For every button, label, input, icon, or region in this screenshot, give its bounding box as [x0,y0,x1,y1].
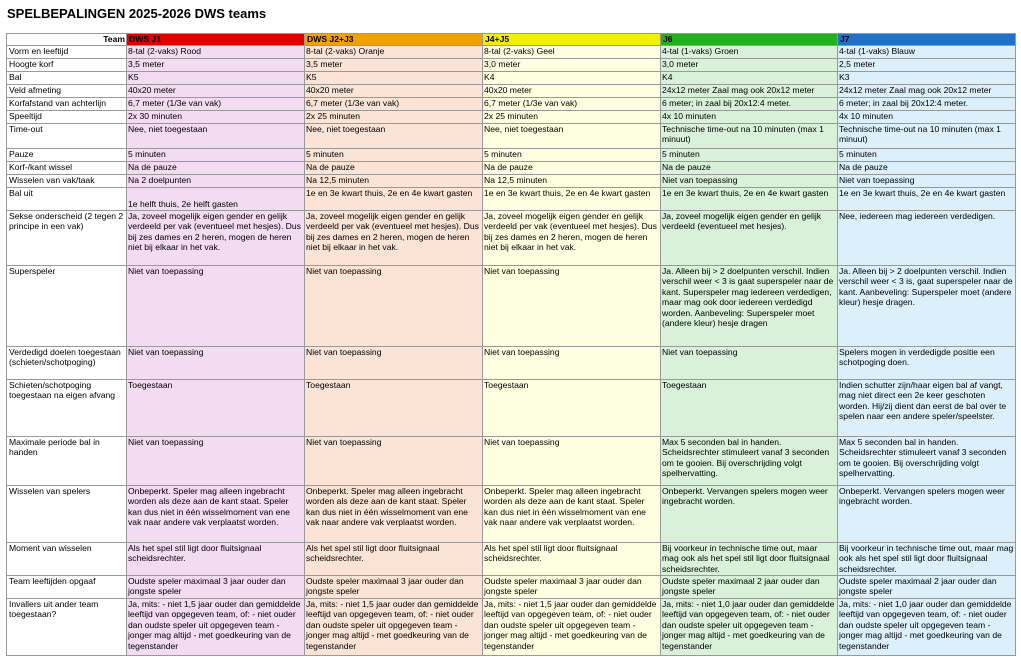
header-row [7,34,1016,46]
row-label: Korf-/kant wissel [7,161,127,174]
table-cell: Na de pauze [661,161,838,174]
table-cell: 2x 30 minuten [127,110,305,123]
table-cell: Indien schutter zijn/haar eigen bal af vangt, mag niet direct een 2e keer geschoten worden. Hij/zij dient dan eerst de bal over te spelen naar een andere speler/speelster. [838,379,1016,436]
table-cell: Nee, niet toegestaan [127,123,305,148]
table-cell: 1e en 3e kwart thuis, 2e en 4e kwart gasten [838,187,1016,210]
page-title: SPELBEPALINGEN 2025-2026 DWS teams [7,6,267,21]
table-row [7,346,1016,379]
table-cell: Als het spel stil ligt door fluitsignaal scheidsrechter. [127,542,305,575]
row-label: Speeltijd [7,110,127,123]
row-label: Bal uit [7,187,127,210]
table-cell: Niet van toepassing [483,265,661,346]
table-cell: 5 minuten [127,148,305,161]
table-cell: Niet van toepassing [305,346,483,379]
table-body [7,45,1016,655]
table-cell: 1e helft thuis, 2e helft gasten [127,187,305,210]
table-cell: Nee, niet toegestaan [483,123,661,148]
table-row [7,110,1016,123]
table-row [7,148,1016,161]
table-cell: Onbeperkt. Speler mag alleen ingebracht worden als deze aan de kant staat. Speler kan dus niet in één wisselmoment van ene vak naar andere vak verplaatst worden. [305,485,483,542]
table-cell: 3,0 meter [483,58,661,71]
table-cell: 4x 10 minuten [838,110,1016,123]
table-cell: K4 [661,71,838,84]
table-cell: Spelers mogen in verdedigde positie een schotpoging doen. [838,346,1016,379]
table-cell: Na 12,5 minuten [305,174,483,187]
table-cell: Niet van toepassing [127,265,305,346]
table-cell: Ja, mits: - niet 1,0 jaar ouder dan gemiddelde leeftijd van opgegeven team, of: - niet ouder dan oudste speler uit opgegeven team -jonger mag altijd - met goedkeuring van de tegenstander [838,598,1016,655]
row-label: Moment van wisselen [7,542,127,575]
table-cell: 6,7 meter (1/3e van vak) [127,97,305,110]
table-cell: Niet van toepassing [305,265,483,346]
table-cell: 4-tal (1-vaks) Groen [661,45,838,58]
table-cell: 40x20 meter [305,84,483,97]
row-label: Veld afmeting [7,84,127,97]
table-cell: Ja, mits: - niet 1,5 jaar ouder dan gemiddelde leeftijd van opgegeven team, of: - niet ouder dan oudste speler uit opgegeven team -jonger mag altijd - met goedkeuring van de tegenstander [305,598,483,655]
row-label: Bal [7,71,127,84]
table-row [7,436,1016,485]
row-label: Invallers uit ander team toegestaan? [7,598,127,655]
table-cell: Oudste speler maximaal 3 jaar ouder dan jongste speler [305,575,483,598]
table-cell: Ja, zoveel mogelijk eigen gender en gelijk verdeeld per vak (eventueel met hesjes). Dus bij zes dames en 2 heren, mogen de heren niet bij elkaar in het vak. [127,210,305,265]
row-label: Hoogte korf [7,58,127,71]
table-cell: 3,5 meter [305,58,483,71]
table-cell: 1e en 3e kwart thuis, 2e en 4e kwart gasten [661,187,838,210]
table-cell: Max 5 seconden bal in handen. Scheidsrechter stimuleert vanaf 3 seconden om te gooien. Bij overschrijding volgt spelhervatting. [661,436,838,485]
table-cell: Toegestaan [483,379,661,436]
table-cell: 5 minuten [305,148,483,161]
table-cell: 8-tal (2-vaks) Oranje [305,45,483,58]
table-cell: Toegestaan [127,379,305,436]
table-cell: 8-tal (2-vaks) Rood [127,45,305,58]
table-cell: K5 [127,71,305,84]
table-cell: 2x 25 minuten [483,110,661,123]
table-cell: Onbeperkt. Speler mag alleen ingebracht worden als deze aan de kant staat. Speler kan dus niet in één wisselmoment van ene vak naar andere vak verplaatst worden. [483,485,661,542]
table-cell: Niet van toepassing [661,346,838,379]
row-label: Wisselen van spelers [7,485,127,542]
row-label: Schieten/schotpoging toegestaan na eigen afvang [7,379,127,436]
table-cell: Oudste speler maximaal 3 jaar ouder dan jongste speler [127,575,305,598]
table-cell: 5 minuten [483,148,661,161]
table-row [7,598,1016,655]
table-cell: Onbeperkt. Vervangen spelers mogen weer ingebracht worden. [661,485,838,542]
table-cell: 2x 25 minuten [305,110,483,123]
table-row [7,84,1016,97]
table-cell: Technische time-out na 10 minuten (max 1 minuut) [661,123,838,148]
table-cell: 8-tal (2-vaks) Geel [483,45,661,58]
row-label: Maximale periode bal in handen [7,436,127,485]
table-cell: Ja, mits: - niet 1,5 jaar ouder dan gemiddelde leeftijd van opgegeven team, of: - niet ouder dan oudste speler uit opgegeven team -jonger mag altijd - met goedkeuring van de tegenstander [483,598,661,655]
row-label: Korfafstand van achterlijn [7,97,127,110]
table-cell: Niet van toepassing [661,174,838,187]
table-cell: Toegestaan [661,379,838,436]
table-cell: Ja, mits: - niet 1,0 jaar ouder dan gemiddelde leeftijd van opgegeven team, of: - niet ouder dan oudste speler uit opgegeven team -jonger mag altijd - met goedkeuring van de tegenstander [661,598,838,655]
table-cell: 24x12 meter Zaal mag ook 20x12 meter [838,84,1016,97]
team-header: J7 [838,34,1016,46]
table-row [7,45,1016,58]
table-cell: Nee, niet toegestaan [305,123,483,148]
table-cell: Toegestaan [305,379,483,436]
table-cell: Niet van toepassing [838,174,1016,187]
table-cell: Nee, iedereen mag iedereen verdedigen. [838,210,1016,265]
table-row [7,485,1016,542]
table-cell: Ja, zoveel mogelijk eigen gender en gelijk verdeeld per vak (eventueel met hesjes). Dus bij zes dames en 2 heren, mogen de heren niet bij elkaar in het vak. [483,210,661,265]
row-label: Vorm en leeftijd [7,45,127,58]
table-cell: Na de pauze [483,161,661,174]
table-row [7,97,1016,110]
team-header: J4+J5 [483,34,661,46]
team-header: DWS J1 [127,34,305,46]
table-cell: Als het spel stil ligt door fluitsignaal scheidsrechter. [483,542,661,575]
table-cell: 2,5 meter [838,58,1016,71]
table-cell: 5 minuten [838,148,1016,161]
table-cell: Oudste speler maximaal 2 jaar ouder dan jongste speler [838,575,1016,598]
table-cell: 6,7 meter (1/3e van vak) [483,97,661,110]
table-cell: 3,0 meter [661,58,838,71]
table-cell: Niet van toepassing [127,346,305,379]
table-cell: Na 12,5 minuten [483,174,661,187]
table-cell: Bij voorkeur in technische time out, maar mag ook als het spel stil ligt door fluitsignaal scheidsrechter. [838,542,1016,575]
table-cell: Max 5 seconden bal in handen. Scheidsrechter stimuleert vanaf 3 seconden om te gooien. Bij overschrijding volgt spelhervatting. [838,436,1016,485]
table-cell: Na 2 doelpunten [127,174,305,187]
header-label: Team [7,34,127,46]
table-cell: K3 [838,71,1016,84]
row-label: Time-out [7,123,127,148]
table-row [7,71,1016,84]
table-cell: 3,5 meter [127,58,305,71]
table-cell: Niet van toepassing [305,436,483,485]
table-cell: Ja, mits: - niet 1,5 jaar ouder dan gemiddelde leeftijd van opgegeven team, of: - niet ouder dan oudste speler uit opgegeven team -jonger mag altijd - met goedkeuring van de tegenstander [127,598,305,655]
table-cell: Oudste speler maximaal 3 jaar ouder dan jongste speler [483,575,661,598]
table-cell: K5 [305,71,483,84]
table-cell: Als het spel stil ligt door fluitsignaal scheidsrechter. [305,542,483,575]
table-cell: Ja. Alleen bij > 2 doelpunten verschil. Indien verschil weer < 3 is, gaat superspeler naar de kant. Aanbeveling: Superspeler moet (andere kleur) hesje dragen. [838,265,1016,346]
table-row [7,161,1016,174]
table-row [7,187,1016,210]
table-cell: Niet van toepassing [483,346,661,379]
row-label: Wisselen van vak/taak [7,174,127,187]
table-cell: 40x20 meter [127,84,305,97]
table-cell: 6 meter; in zaal bij 20x12:4 meter. [661,97,838,110]
table-cell: Technische time-out na 10 minuten (max 1 minuut) [838,123,1016,148]
table-row [7,210,1016,265]
table-cell: 4x 10 minuten [661,110,838,123]
table-cell: 6,7 meter (1/3e van vak) [305,97,483,110]
table-cell: Oudste speler maximaal 2 jaar ouder dan jongste speler [661,575,838,598]
table-cell: Onbeperkt. Vervangen spelers mogen weer ingebracht worden. [838,485,1016,542]
table-cell: Ja, zoveel mogelijk eigen gender en gelijk verdeeld per vak (eventueel met hesjes). Dus bij zes dames en 2 heren, mogen de heren niet bij elkaar in het vak. [305,210,483,265]
table-cell: 4-tal (1-vaks) Blauw [838,45,1016,58]
table-row [7,123,1016,148]
table-cell: Niet van toepassing [127,436,305,485]
table-row [7,575,1016,598]
table-cell: Niet van toepassing [483,436,661,485]
table-cell: 40x20 meter [483,84,661,97]
rules-table [6,33,1016,656]
table-row [7,174,1016,187]
table-cell: Na de pauze [305,161,483,174]
table-cell: Bij voorkeur in technische time out, maar mag ook als het spel stil ligt door fluitsignaal scheidsrechter. [661,542,838,575]
row-label: Sekse onderscheid (2 tegen 2 principe in een vak) [7,210,127,265]
table-cell: Na de pauze [838,161,1016,174]
table-cell: 6 meter; in zaal bij 20x12:4 meter. [838,97,1016,110]
table-cell: 1e en 3e kwart thuis, 2e en 4e kwart gasten [483,187,661,210]
table-cell: 1e en 3e kwart thuis, 2e en 4e kwart gasten [305,187,483,210]
row-label: Pauze [7,148,127,161]
row-label: Verdedigd doelen toegestaan (schieten/schotpoging) [7,346,127,379]
table-cell: K4 [483,71,661,84]
row-label: Team leeftijden opgaaf [7,575,127,598]
table-cell: Ja, zoveel mogelijk eigen gender en gelijk verdeeld (eventueel met hesjes). [661,210,838,265]
table-row [7,265,1016,346]
table-cell: 24x12 meter Zaal mag ook 20x12 meter [661,84,838,97]
table-cell: Onbeperkt. Speler mag alleen ingebracht worden als deze aan de kant staat. Speler kan dus niet in één wisselmoment van ene vak naar andere vak verplaatst worden. [127,485,305,542]
row-label: Superspeler [7,265,127,346]
table-cell: Ja. Alleen bij > 2 doelpunten verschil. Indien verschil weer < 3 is gaat superspeler naar de kant. Superspeler mag iedereen verdedigen, maar mag ook door iedereen verdedigd worden. Aanbeveling: Superspeler moet (andere kleur) hesje dragen [661,265,838,346]
table-cell: Na de pauze [127,161,305,174]
table-cell: 5 minuten [661,148,838,161]
team-header: J6 [661,34,838,46]
table-row [7,379,1016,436]
table-row [7,542,1016,575]
team-header: DWS J2+J3 [305,34,483,46]
table-row [7,58,1016,71]
